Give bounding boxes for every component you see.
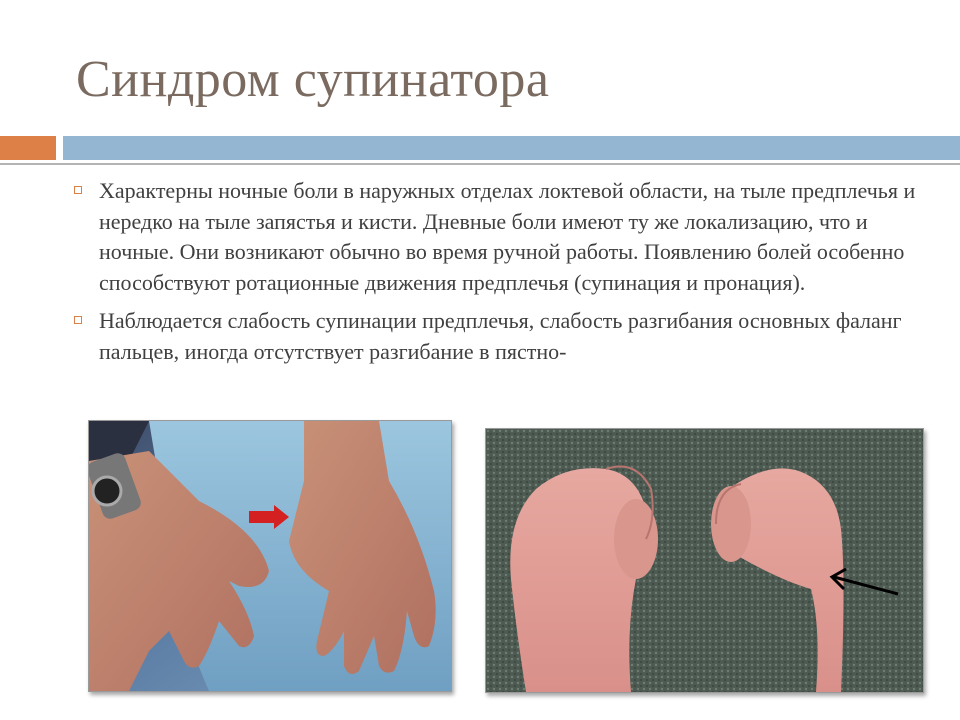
- bullet-item: [72, 176, 932, 298]
- accent-divider-line: [0, 163, 960, 165]
- accent-band-orange: [0, 136, 56, 160]
- photo-clenched-fists: [485, 428, 924, 693]
- photo-hands-dorsal-image: [89, 421, 451, 691]
- photo-hands-dorsal: [88, 420, 452, 692]
- bullet-text: Характерны ночные боли в наружных отделах локтевой области, на тыле предплечья и нередко на тыле запястья и кисти. Дневные боли имеют ту же локализацию, что и ночные. Они возникают обычно во время ручной работы. Появлению болей особенно способствуют ротационные движения предплечья (супинация и пронация).: [99, 178, 916, 295]
- slide-title: Синдром супинатора: [76, 51, 550, 108]
- square-bullet-icon: [74, 316, 82, 324]
- bullet-item: [72, 306, 932, 367]
- photo-clenched-fists-image: [486, 429, 923, 692]
- bullet-list: [72, 176, 932, 375]
- accent-band-blue: [63, 136, 960, 160]
- bullet-text: Наблюдается слабость супинации предплечья, слабость разгибания основных фаланг пальцев, иногда отсутствует разгибание в пястно-: [99, 308, 902, 364]
- square-bullet-icon: [74, 186, 82, 194]
